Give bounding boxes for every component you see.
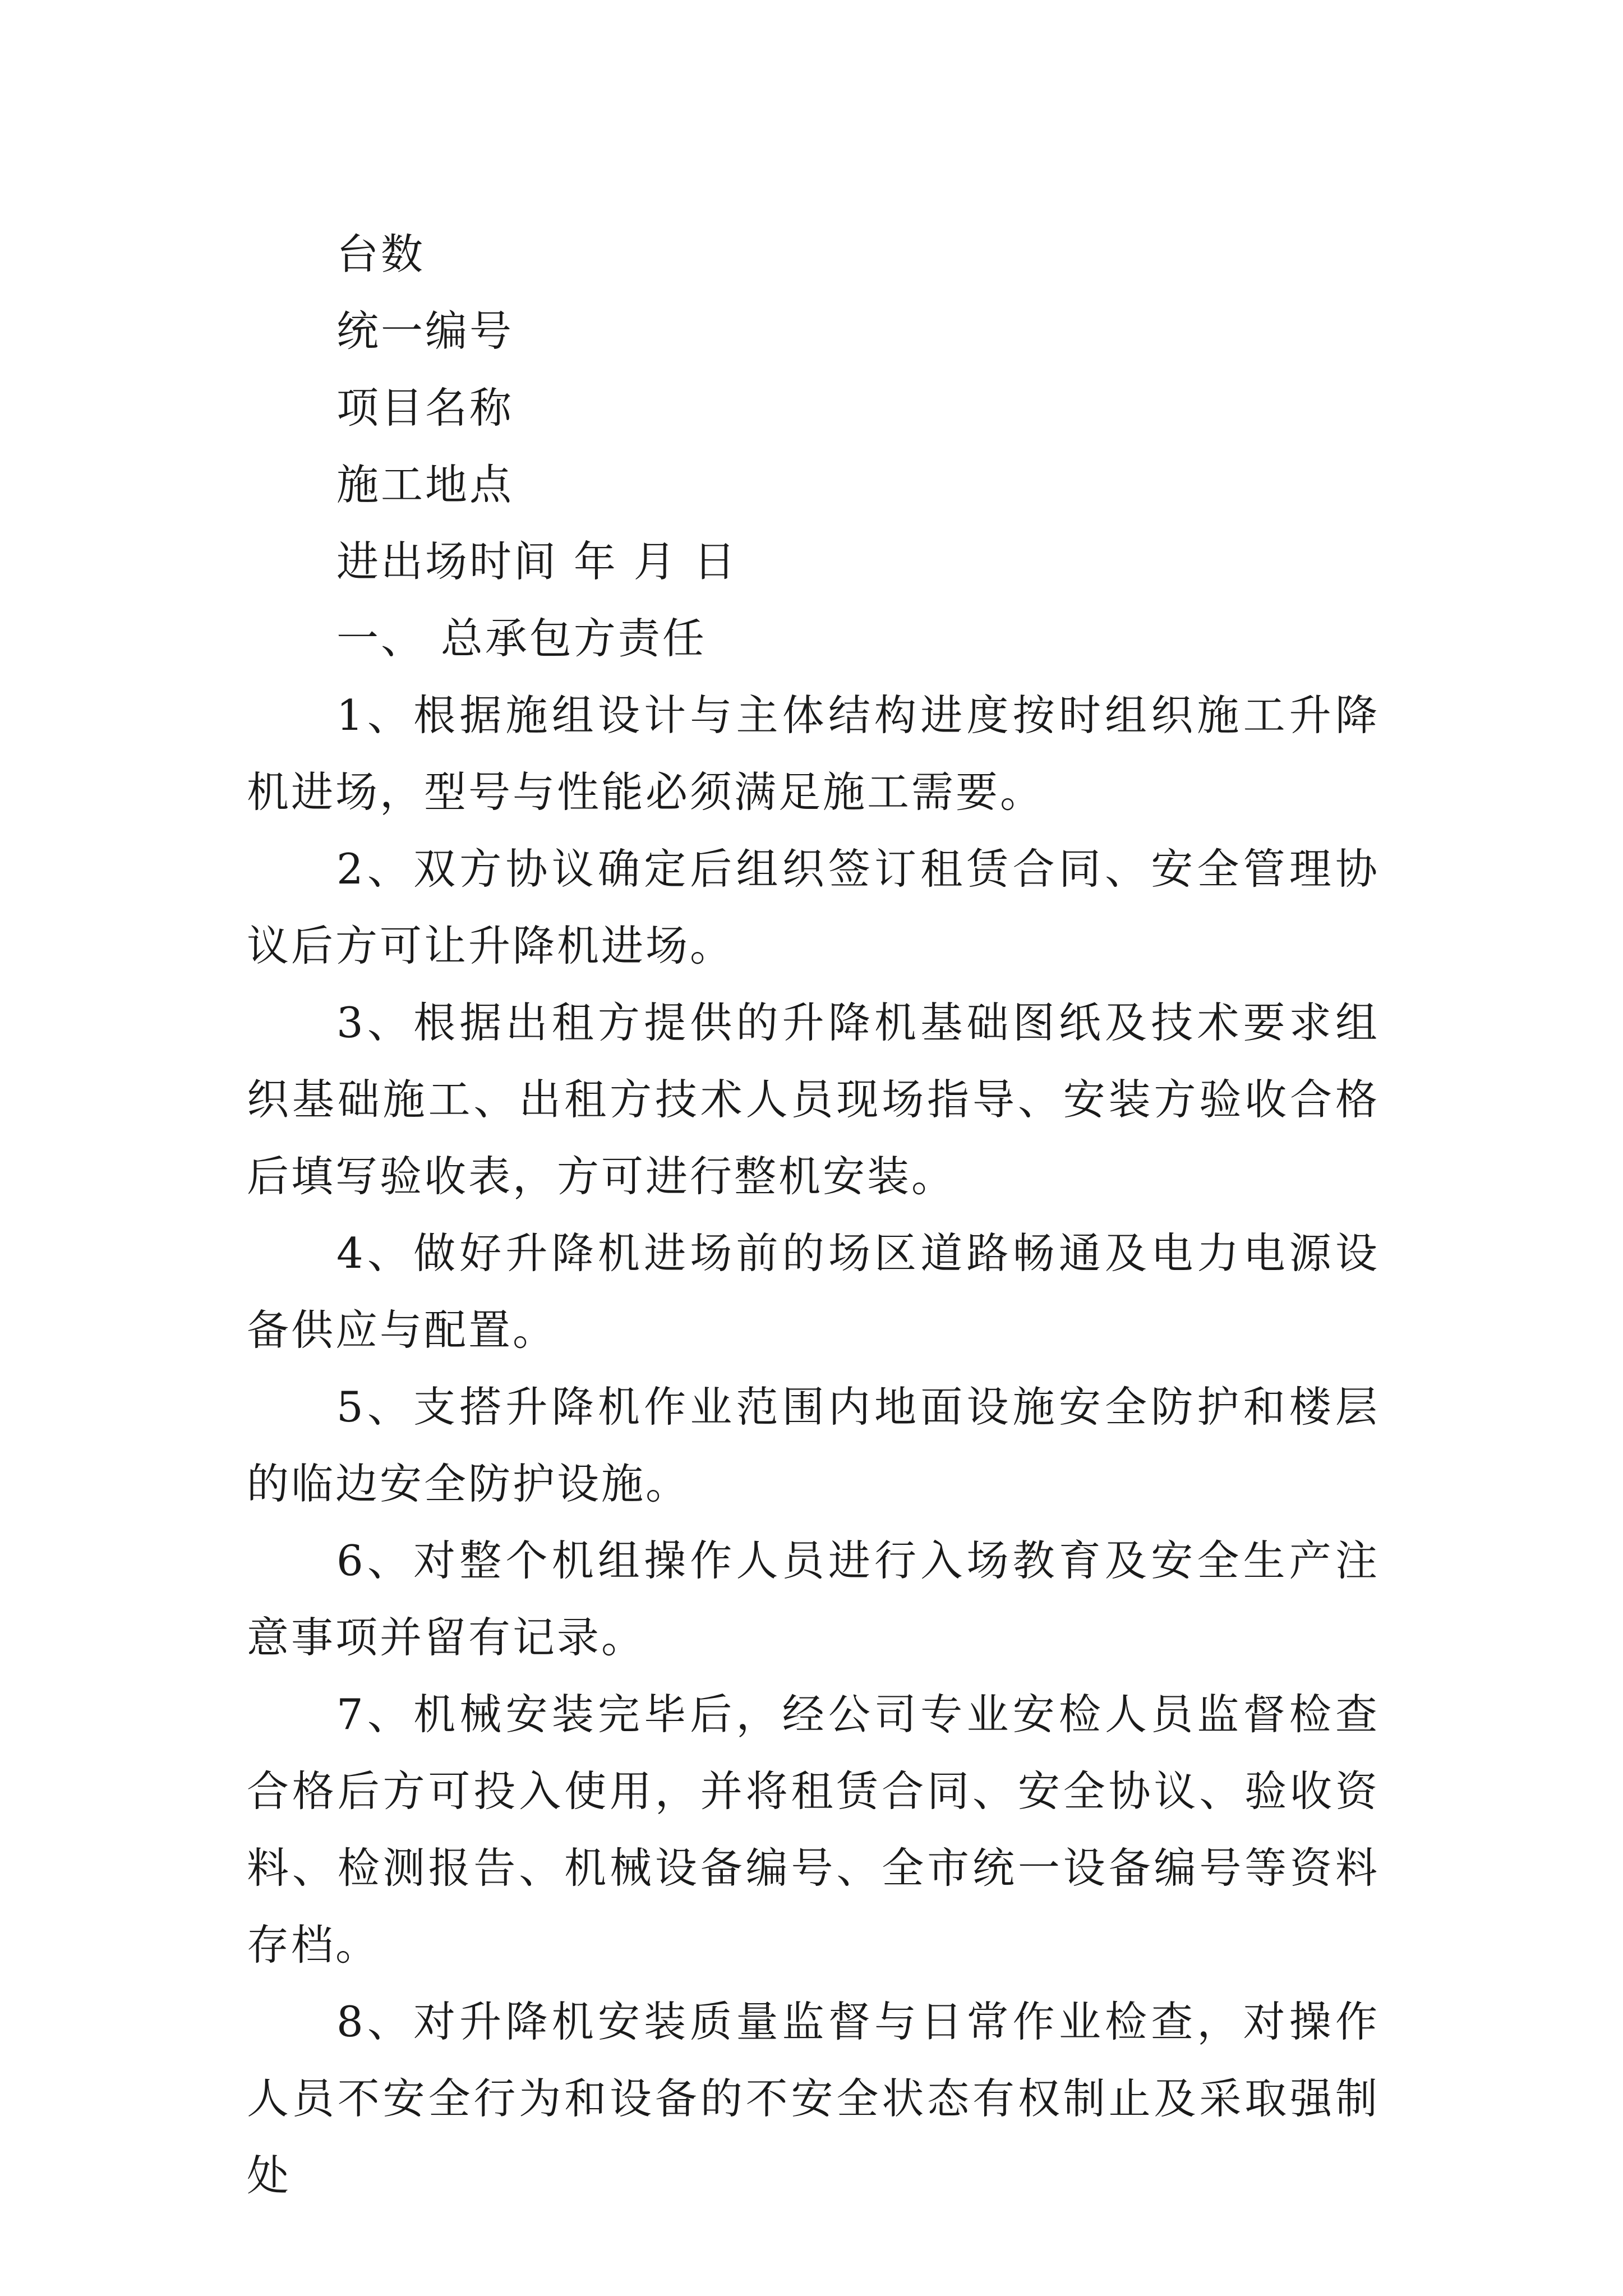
item-5: 5、支搭升降机作业范围内地面设施安全防护和楼层的临边安全防护设施。 <box>247 1382 1380 1508</box>
section-title: 一、 总承包方责任 <box>336 614 707 663</box>
item-8: 8、对升降机安装质量监督与日常作业检查，对操作人员不安全行为和设备的不安全状态有权制止及采取强制处 <box>247 1997 1380 2200</box>
item-1: 1、根据施组设计与主体结构进度按时组织施工升降机进场，型号与性能必须满足施工需要。 <box>247 691 1380 817</box>
field-unified-number: 统一编号 <box>336 306 514 356</box>
item-2: 2、双方协议确定后组织签订租赁合同、安全管理协议后方可让升降机进场。 <box>247 844 1380 970</box>
item-3: 3、根据出租方提供的升降机基础图纸及技术要求组织基础施工、出租方技术人员现场指导、安装方验收合格后填写验收表，方可进行整机安装。 <box>247 998 1380 1201</box>
item-7: 7、机械安装完毕后，经公司专业安检人员监督检查合格后方可投入使用，并将租赁合同、安全协议、验收资料、检测报告、机械设备编号、全市统一设备编号等资料存档。 <box>247 1690 1380 1970</box>
item-4: 4、做好升降机进场前的场区道路畅通及电力电源设备供应与配置。 <box>247 1228 1380 1355</box>
field-entry-exit-time: 进出场时间 年 月 日 <box>336 537 738 586</box>
item-6: 6、对整个机组操作人员进行入场教育及安全生产注意事项并留有记录。 <box>247 1536 1380 1662</box>
field-project-name: 项目名称 <box>336 383 514 432</box>
field-site: 施工地点 <box>336 460 514 509</box>
document-body <box>247 216 1380 2214</box>
field-count: 台数 <box>336 229 426 279</box>
